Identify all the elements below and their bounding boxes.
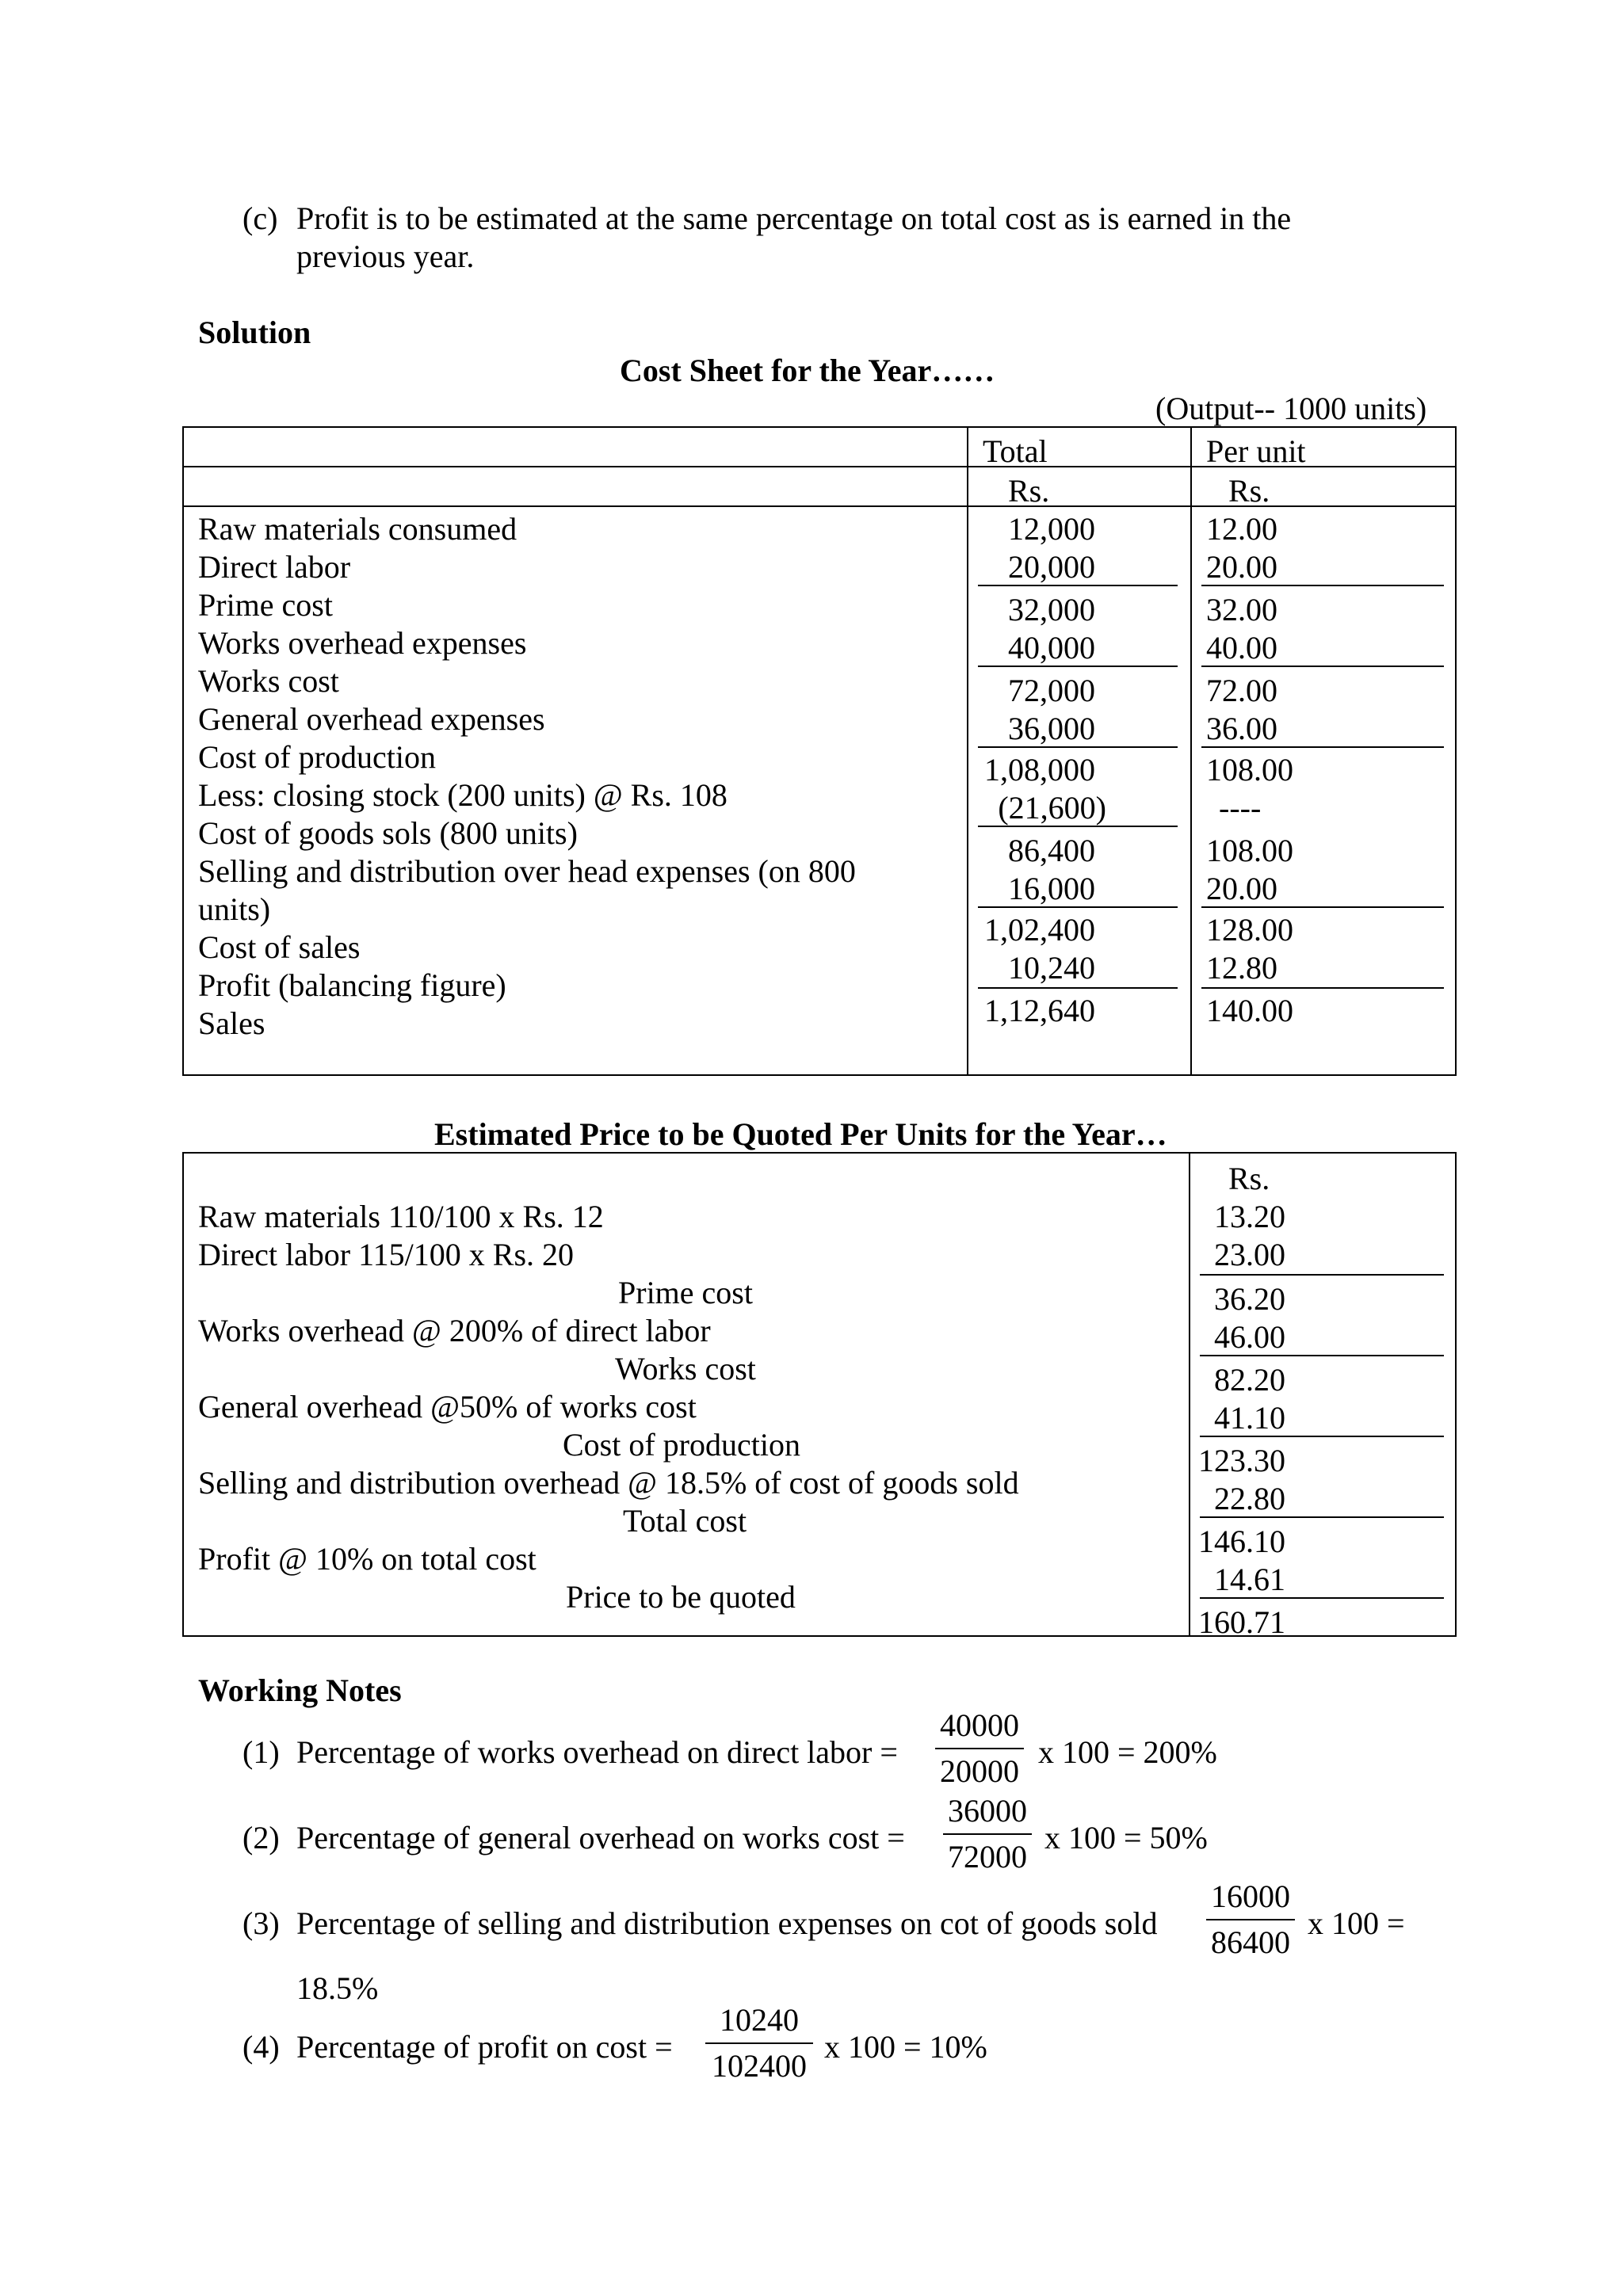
subtotal-rule (1201, 746, 1444, 748)
total-value: 32,000 (1008, 592, 1095, 627)
row-label: Raw materials consumed (198, 511, 517, 547)
price-subtotal-label: Cost of production (563, 1427, 800, 1463)
subtotal-rule (1200, 1516, 1444, 1518)
intro-marker: (c) (242, 200, 278, 236)
note-marker: (1) (242, 1734, 280, 1770)
row-label: Direct labor (198, 549, 351, 585)
fraction-denominator: 20000 (940, 1753, 1019, 1789)
note-result: x 100 = 200% (1038, 1734, 1217, 1770)
total-value: 36,000 (1008, 711, 1095, 746)
intro-line-1: Profit is to be estimated at the same percentage on total cost as is earned in the (296, 200, 1292, 236)
fraction-denominator: 86400 (1211, 1924, 1290, 1960)
price-value: 146.10 (1198, 1524, 1285, 1559)
note-text: Percentage of selling and distribution expenses on cot of goods sold (296, 1905, 1158, 1941)
note-result: x 100 = 10% (824, 2029, 987, 2065)
note-result: x 100 = 50% (1044, 1820, 1208, 1855)
unit-value: 140.00 (1206, 993, 1293, 1028)
fraction-numerator: 40000 (940, 1707, 1019, 1743)
price-subtotal-label: Total cost (623, 1503, 747, 1539)
row-label: Sales (198, 1005, 265, 1041)
row-label-continued: units) (198, 891, 271, 927)
unit-value: 32.00 (1206, 592, 1277, 627)
total-value: 12,000 (1008, 511, 1095, 547)
row-label: Works overhead expenses (198, 625, 527, 661)
subtotal-rule (978, 906, 1178, 908)
unit-value: 40.00 (1206, 630, 1277, 666)
price-value: 13.20 (1214, 1199, 1285, 1234)
subtotal-rule (1200, 1274, 1444, 1276)
output-note: (Output-- 1000 units) (1155, 391, 1427, 426)
note-result-continued: 18.5% (296, 1970, 379, 2006)
total-value: 20,000 (1008, 549, 1095, 585)
col-total-currency: Rs. (1008, 473, 1050, 509)
price-table (182, 1152, 1457, 1640)
note-marker: (3) (242, 1905, 280, 1941)
note-text: Percentage of works overhead on direct labor = (296, 1734, 898, 1770)
fraction-numerator: 36000 (948, 1793, 1027, 1829)
row-label: Cost of production (198, 739, 436, 775)
price-row-label: General overhead @50% of works cost (198, 1389, 697, 1425)
total-value: 1,02,400 (984, 912, 1095, 948)
subtotal-rule (1201, 906, 1444, 908)
col-per-unit-header: Per unit (1206, 433, 1306, 469)
total-value: 40,000 (1008, 630, 1095, 666)
subtotal-rule (1201, 987, 1444, 989)
note-text: Percentage of profit on cost = (296, 2029, 673, 2065)
total-value: 86,400 (1008, 833, 1095, 868)
note-fraction (935, 1707, 1024, 1789)
cost-sheet-table (182, 426, 1457, 1076)
col-total-header: Total (983, 433, 1048, 469)
price-value: 14.61 (1214, 1562, 1285, 1597)
price-value: 41.10 (1214, 1400, 1285, 1436)
row-label: Cost of sales (198, 929, 361, 965)
total-value: 10,240 (1008, 950, 1095, 986)
price-row-label: Selling and distribution overhead @ 18.5% of cost of goods sold (198, 1465, 1019, 1501)
row-label: Profit (balancing figure) (198, 967, 506, 1003)
unit-value: 36.00 (1206, 711, 1277, 746)
subtotal-rule (1200, 1355, 1444, 1356)
note-text: Percentage of general overhead on works cost = (296, 1820, 905, 1855)
price-value: 46.00 (1214, 1319, 1285, 1355)
unit-value: 12.80 (1206, 950, 1277, 986)
subtotal-rule (978, 585, 1178, 586)
fraction-denominator: 72000 (948, 1839, 1027, 1875)
subtotal-rule (1201, 666, 1444, 667)
unit-value: 108.00 (1206, 752, 1293, 788)
row-label: Selling and distribution over head expenses (on 800 (198, 853, 856, 889)
price-table-title: Estimated Price to be Quoted Per Units for the Year… (434, 1116, 1167, 1152)
note-fraction (705, 2004, 813, 2082)
price-value: 22.80 (1214, 1481, 1285, 1516)
total-value: (21,600) (998, 790, 1106, 826)
unit-value: 20.00 (1206, 549, 1277, 585)
row-label: Cost of goods sols (800 units) (198, 815, 578, 851)
working-notes-heading: Working Notes (198, 1672, 402, 1708)
price-value: 82.20 (1214, 1362, 1285, 1398)
subtotal-rule (978, 746, 1178, 748)
total-value: 1,12,640 (984, 993, 1095, 1028)
row-label: Less: closing stock (200 units) @ Rs. 108 (198, 777, 727, 813)
row-label: Prime cost (198, 587, 333, 623)
solution-heading: Solution (198, 315, 311, 350)
subtotal-rule (1200, 1436, 1444, 1437)
price-row-label: Profit @ 10% on total cost (198, 1541, 537, 1577)
subtotal-rule (978, 666, 1178, 667)
price-final-value: 160.71 (1198, 1604, 1285, 1640)
total-value: 72,000 (1008, 673, 1095, 708)
note-fraction (1206, 1878, 1295, 1960)
unit-value: 20.00 (1206, 871, 1277, 906)
price-value: 23.00 (1214, 1237, 1285, 1272)
unit-value: 12.00 (1206, 511, 1277, 547)
intro-line-2: previous year. (296, 238, 475, 274)
row-label: General overhead expenses (198, 701, 545, 737)
fraction-numerator: 10240 (720, 2002, 799, 2038)
price-subtotal-label: Prime cost (618, 1275, 753, 1310)
price-value: 123.30 (1198, 1443, 1285, 1478)
note-marker: (4) (242, 2029, 280, 2065)
price-row-label: Direct labor 115/100 x Rs. 20 (198, 1237, 575, 1272)
price-final-label: Price to be quoted (566, 1579, 796, 1615)
cost-sheet-title: Cost Sheet for the Year…… (620, 353, 995, 388)
total-value: 16,000 (1008, 871, 1095, 906)
subtotal-rule (978, 826, 1178, 827)
fraction-numerator: 16000 (1211, 1878, 1290, 1914)
note-result: x 100 = (1308, 1905, 1405, 1941)
price-row-label: Works overhead @ 200% of direct labor (198, 1313, 711, 1348)
col-unit-currency: Rs. (1228, 473, 1270, 509)
unit-value: 72.00 (1206, 673, 1277, 708)
price-value: 36.20 (1214, 1281, 1285, 1317)
unit-value: 108.00 (1206, 833, 1293, 868)
price-subtotal-label: Works cost (615, 1351, 756, 1386)
total-value: 1,08,000 (984, 752, 1095, 788)
unit-value: ---- (1219, 790, 1262, 826)
unit-value: 128.00 (1206, 912, 1293, 948)
fraction-denominator: 102400 (712, 2048, 807, 2084)
price-currency-header: Rs. (1228, 1161, 1270, 1196)
subtotal-rule (1200, 1597, 1444, 1599)
subtotal-rule (1201, 585, 1444, 586)
note-marker: (2) (242, 1820, 280, 1855)
subtotal-rule (978, 987, 1178, 989)
row-label: Works cost (198, 663, 339, 699)
note-fraction (943, 1795, 1032, 1873)
price-row-label: Raw materials 110/100 x Rs. 12 (198, 1199, 604, 1234)
